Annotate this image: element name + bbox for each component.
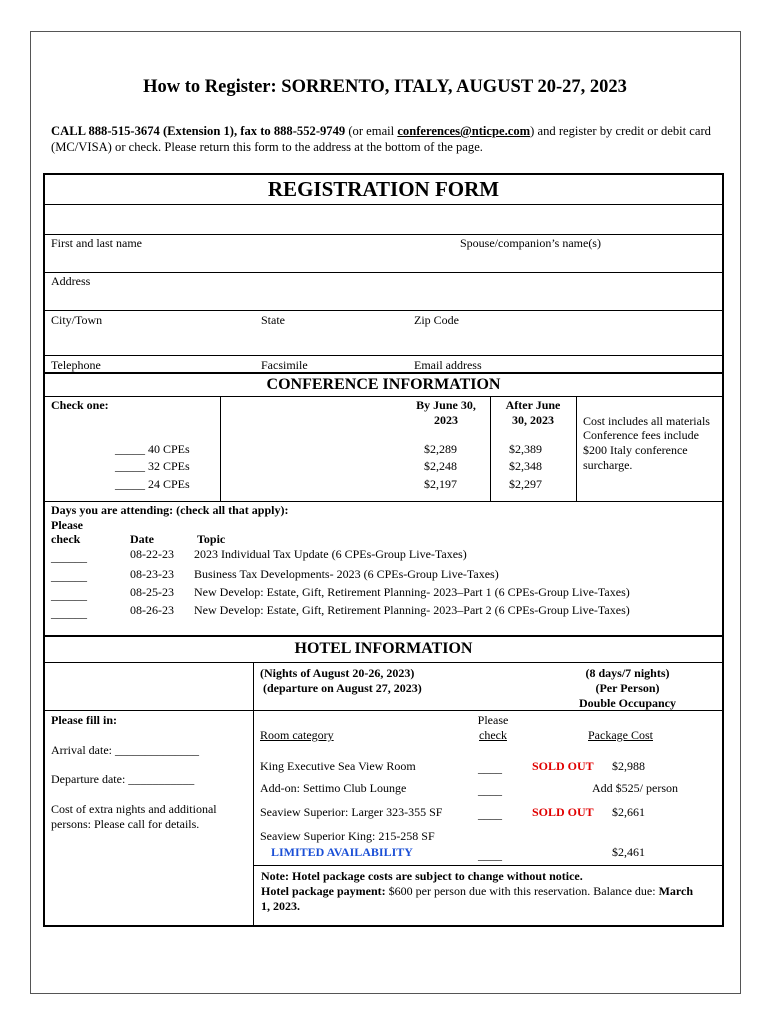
- topic-header: Topic: [197, 532, 226, 546]
- late-col-header-2: 30, 2023: [512, 413, 554, 427]
- email-field-label: Email address: [414, 358, 482, 372]
- divider: [220, 396, 221, 502]
- spouse-field-label: Spouse/companion’s name(s): [460, 236, 601, 250]
- fill-in-label: Please fill in:: [51, 713, 117, 727]
- please-check-header: check: [479, 728, 507, 742]
- fax-field-label: Facsimile: [261, 358, 308, 372]
- payment-text: $600 per person due with this reservation. Balance due:: [385, 884, 659, 898]
- conference-heading: CONFERENCE INFORMATION: [266, 376, 501, 393]
- sold-out-badge: SOLD OUT: [532, 805, 594, 819]
- early-price: $2,248: [424, 459, 457, 473]
- day-topic: Business Tax Developments- 2023 (6 CPEs-Group Live-Taxes): [194, 567, 499, 581]
- table-bottom-border: [43, 925, 724, 927]
- divider: [45, 272, 722, 273]
- day-date: 08-26-23: [130, 603, 174, 617]
- payment-date: 1, 2023.: [261, 899, 300, 913]
- city-field-label: City/Town: [51, 313, 103, 327]
- zip-field-label: Zip Code: [414, 313, 459, 327]
- package-cost-header: Package Cost: [588, 728, 653, 742]
- divider: [45, 662, 722, 663]
- divider: [576, 396, 577, 502]
- divider: [45, 355, 722, 356]
- check-one-label: Check one:: [51, 398, 109, 412]
- early-col-header-1: By June 30,: [416, 398, 476, 412]
- package-info: (Per Person): [595, 681, 660, 695]
- day-topic: 2023 Individual Tax Update (6 CPEs-Group Live-Taxes): [194, 547, 467, 561]
- divider: [45, 310, 722, 311]
- divider: [253, 662, 254, 925]
- late-price: $2,348: [509, 459, 542, 473]
- day-date: 08-23-23: [130, 567, 174, 581]
- room-check-blank[interactable]: ____: [478, 848, 502, 862]
- cost-note: Cost includes all materials: [583, 414, 710, 428]
- room-name: Seaview Superior King: 215-258 SF: [260, 829, 435, 843]
- room-price: Add $525/ person: [592, 781, 678, 795]
- sold-out-badge: SOLD OUT: [532, 759, 594, 773]
- day-date: 08-25-23: [130, 585, 174, 599]
- late-price: $2,297: [509, 477, 542, 491]
- room-price: $2,988: [612, 759, 645, 773]
- extra-nights-note: persons: Please call for details.: [51, 817, 200, 831]
- registration-heading: REGISTRATION FORM: [267, 177, 500, 201]
- table-left-border: [43, 173, 45, 927]
- room-check-blank[interactable]: ____: [478, 807, 502, 821]
- intro-rest: ) and register by credit or debit card (MC/VISA) or check. Please return this form to the address at the bottom of the page.: [51, 124, 711, 154]
- divider: [253, 865, 722, 866]
- hotel-heading: HOTEL INFORMATION: [294, 640, 473, 657]
- name-field-label: First and last name: [51, 236, 142, 250]
- divider: [45, 501, 722, 502]
- phone-field-label: Telephone: [51, 358, 101, 372]
- late-col-header-1: After June: [505, 398, 561, 412]
- cpe-option-24[interactable]: _____ 24 CPEs: [115, 477, 190, 491]
- day-topic: New Develop: Estate, Gift, Retirement Planning- 2023–Part 2 (6 CPEs-Group Live-Taxes): [194, 603, 630, 617]
- call-text: CALL 888-515-3674 (Extension 1), fax to 888-552-9749: [51, 124, 346, 138]
- email-link[interactable]: conferences@nticpe.com: [397, 124, 531, 138]
- divider: [45, 204, 722, 205]
- nights-info: (departure on August 27, 2023): [263, 681, 422, 695]
- intro-mid: (or email: [345, 124, 398, 138]
- room-category-header: Room category: [260, 728, 334, 742]
- divider: [45, 710, 722, 711]
- day-date: 08-22-23: [130, 547, 174, 561]
- departure-date-field[interactable]: Departure date: ___________: [51, 772, 195, 786]
- cost-note: Conference fees include: [583, 428, 699, 442]
- day-topic: New Develop: Estate, Gift, Retirement Planning- 2023–Part 1 (6 CPEs-Group Live-Taxes): [194, 585, 630, 599]
- table-top-border: [43, 173, 724, 175]
- arrival-date-field[interactable]: Arrival date: ______________: [51, 743, 199, 757]
- cost-note: $200 Italy conference: [583, 443, 688, 457]
- package-info: (8 days/7 nights): [585, 666, 670, 680]
- room-name: Add-on: Settimo Club Lounge: [260, 781, 407, 795]
- room-name: Seaview Superior: Larger 323-355 SF: [260, 805, 443, 819]
- payment-label: Hotel package payment:: [261, 884, 386, 898]
- page-title: How to Register: SORRENTO, ITALY, AUGUST 20-27, 2023: [143, 77, 627, 97]
- hotel-note: Note: Hotel package costs are subject to change without notice.: [261, 869, 583, 883]
- room-name: King Executive Sea View Room: [260, 759, 416, 773]
- room-price: $2,661: [612, 805, 645, 819]
- divider: [45, 372, 722, 374]
- nights-info: (Nights of August 20-26, 2023): [260, 666, 415, 680]
- date-header: Date: [130, 532, 154, 546]
- early-col-header-2: 2023: [434, 413, 458, 427]
- payment-note: [261, 884, 693, 899]
- address-field-label: Address: [51, 274, 91, 288]
- divider: [45, 234, 722, 235]
- payment-month: March: [658, 884, 694, 898]
- cpe-option-40[interactable]: _____ 40 CPEs: [115, 442, 190, 456]
- extra-nights-note: Cost of extra nights and additional: [51, 802, 217, 816]
- room-price: $2,461: [612, 845, 645, 859]
- day-check-blank[interactable]: ______: [51, 588, 87, 602]
- check-label: check: [51, 532, 81, 546]
- please-check-header: Please: [477, 713, 509, 727]
- early-price: $2,197: [424, 477, 457, 491]
- cost-note: surcharge.: [583, 458, 633, 472]
- room-check-blank[interactable]: ____: [478, 783, 502, 797]
- divider: [45, 396, 722, 397]
- day-check-blank[interactable]: ______: [51, 606, 87, 620]
- limited-availability-badge: LIMITED AVAILABILITY: [271, 845, 413, 859]
- cpe-option-32[interactable]: _____ 32 CPEs: [115, 459, 190, 473]
- intro-text: [51, 123, 731, 155]
- day-check-blank[interactable]: ______: [51, 569, 87, 583]
- table-right-border: [722, 173, 724, 927]
- please-label: Please: [51, 518, 83, 532]
- early-price: $2,289: [424, 442, 457, 456]
- days-heading: Days you are attending: (check all that apply):: [51, 503, 289, 517]
- room-check-blank[interactable]: ____: [478, 761, 502, 775]
- state-field-label: State: [261, 313, 285, 327]
- late-price: $2,389: [509, 442, 542, 456]
- package-info: Double Occupancy: [578, 696, 676, 710]
- day-check-blank[interactable]: ______: [51, 550, 87, 564]
- divider: [45, 635, 722, 637]
